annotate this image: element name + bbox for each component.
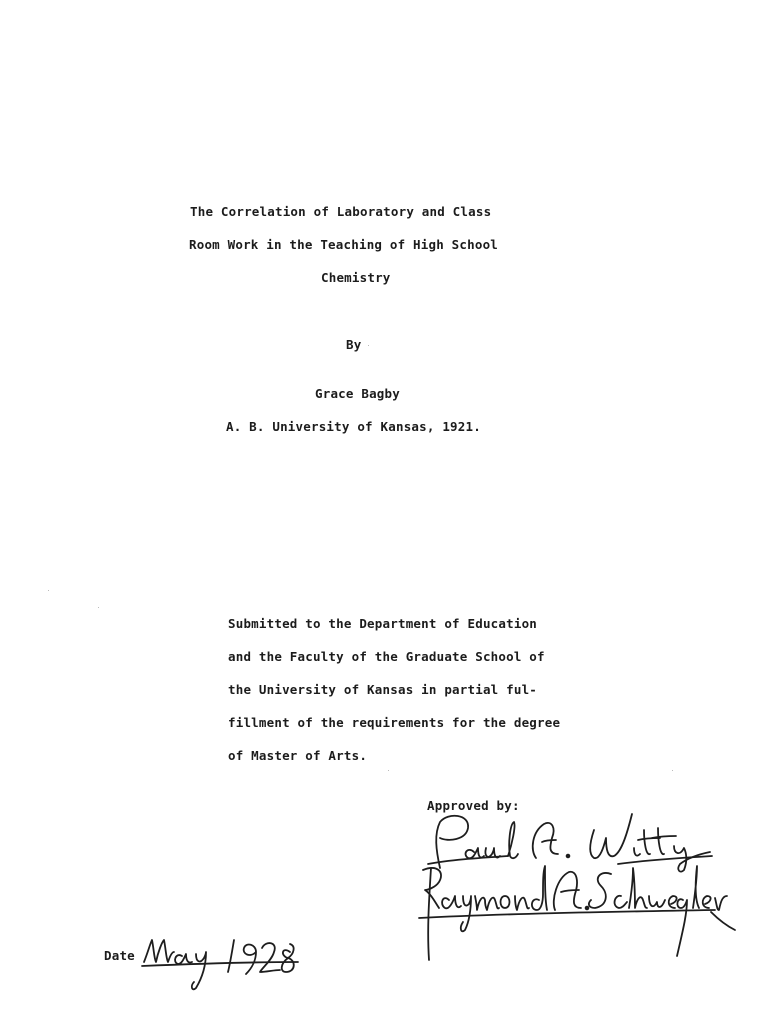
- title-line-3: Chemistry: [321, 270, 391, 285]
- submission-line-3: the University of Kansas in partial ful-: [228, 682, 538, 697]
- date-handwritten-may-1928: [140, 930, 302, 992]
- title-line-2: Room Work in the Teaching of High School: [189, 237, 499, 252]
- approved-by-label: Approved by:: [427, 798, 520, 813]
- submission-line-2: and the Faculty of the Graduate School of: [228, 649, 545, 664]
- date-label: Date: [104, 948, 135, 963]
- scan-speck: [48, 590, 49, 591]
- submission-line-4: fillment of the requirements for the degree: [228, 715, 561, 730]
- author-name: Grace Bagby: [315, 386, 400, 401]
- scan-speck: [672, 770, 673, 771]
- signature-raymond-a-schwegler: [415, 860, 737, 966]
- scan-speck: [98, 607, 99, 608]
- author-credentials: A. B. University of Kansas, 1921.: [226, 419, 481, 434]
- scan-speck: [368, 345, 369, 346]
- byline-by: By: [346, 337, 362, 352]
- title-line-1: The Correlation of Laboratory and Class: [190, 204, 492, 219]
- scan-speck: [388, 770, 389, 771]
- submission-line-5: of Master of Arts.: [228, 748, 368, 763]
- submission-line-1: Submitted to the Department of Education: [228, 616, 538, 631]
